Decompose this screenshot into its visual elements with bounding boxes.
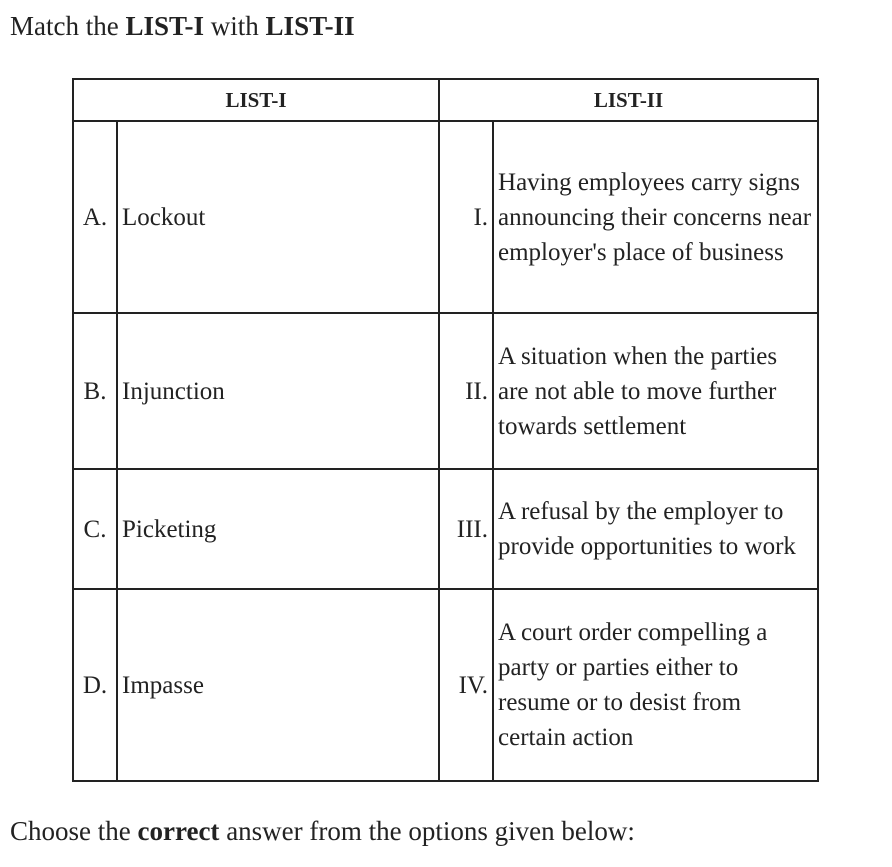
list2-header: LIST-II <box>439 79 818 121</box>
footer-suffix: answer from the options given below: <box>219 816 635 846</box>
question-heading <box>10 8 355 44</box>
row-term: Impasse <box>117 589 439 781</box>
table-header-row <box>73 79 818 121</box>
match-table <box>72 78 819 782</box>
row-term: Injunction <box>117 313 439 469</box>
row-key-list1: A. <box>73 121 117 313</box>
heading-middle: with <box>204 11 266 41</box>
row-key-list1: B. <box>73 313 117 469</box>
list1-header: LIST-I <box>73 79 439 121</box>
row-description: A court order compelling a party or parties either to resume or to desist from certain action <box>493 589 818 781</box>
table-row <box>73 121 818 313</box>
row-description: A situation when the parties are not able to move further towards settlement <box>493 313 818 469</box>
row-key-list2: I. <box>439 121 493 313</box>
table-row <box>73 589 818 781</box>
row-key-list2: III. <box>439 469 493 589</box>
answer-instruction <box>10 813 635 849</box>
row-key-list2: II. <box>439 313 493 469</box>
row-term: Lockout <box>117 121 439 313</box>
heading-list2: LIST-II <box>265 11 355 41</box>
heading-prefix: Match the <box>10 11 126 41</box>
row-key-list1: C. <box>73 469 117 589</box>
table-row <box>73 313 818 469</box>
heading-list1: LIST-I <box>125 11 205 41</box>
footer-bold: correct <box>137 816 220 846</box>
row-term: Picketing <box>117 469 439 589</box>
row-description: Having employees carry signs announcing their concerns near employer's place of business <box>493 121 818 313</box>
row-key-list2: IV. <box>439 589 493 781</box>
row-description: A refusal by the employer to provide opportunities to work <box>493 469 818 589</box>
table-row <box>73 469 818 589</box>
row-key-list1: D. <box>73 589 117 781</box>
footer-prefix: Choose the <box>10 816 138 846</box>
